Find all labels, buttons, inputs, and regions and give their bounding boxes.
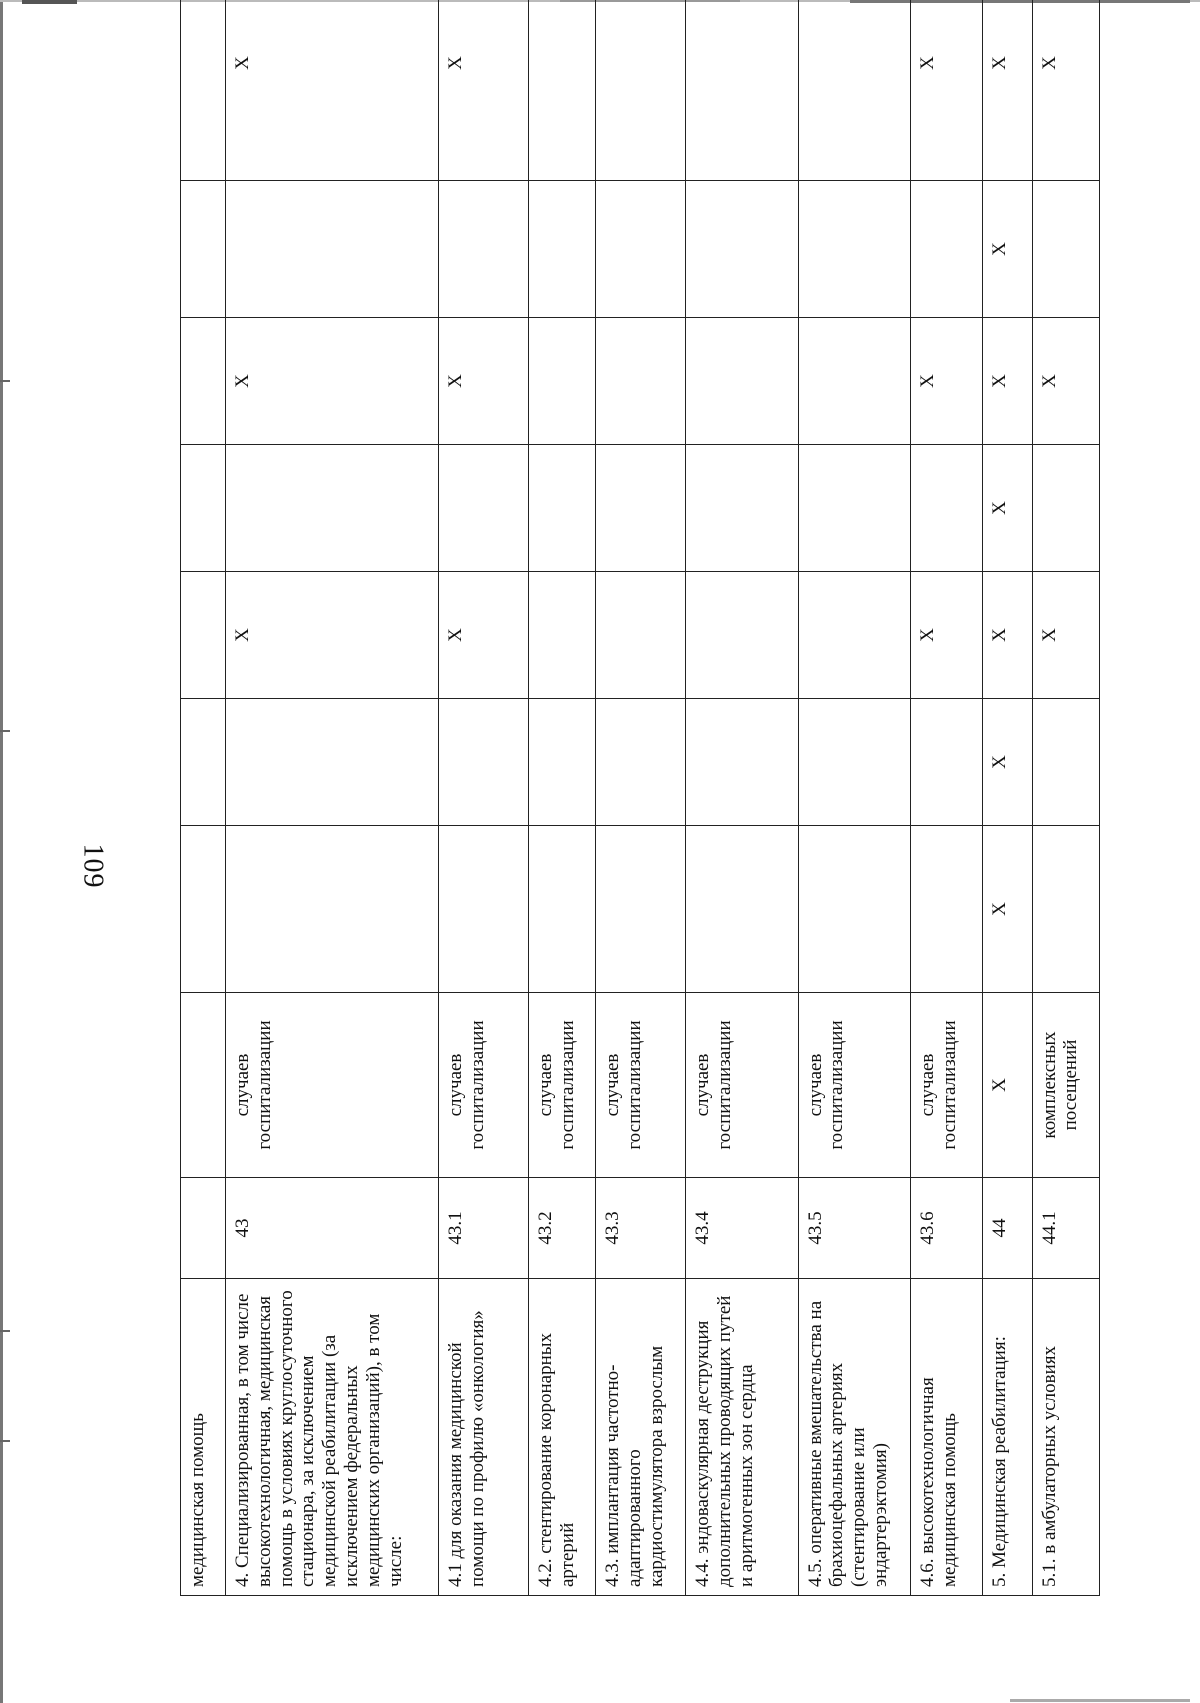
- value-cell: [798, 181, 911, 318]
- row-unit-cell: случаев госпитализации: [686, 993, 798, 1178]
- value-cell: [225, 826, 438, 993]
- value-cell: [596, 445, 686, 572]
- value-cell: [225, 181, 438, 318]
- row-number-cell: 44.1: [1032, 1178, 1099, 1279]
- table-row: [181, 0, 226, 1596]
- value-cell: [181, 318, 226, 445]
- value-cell: [529, 572, 596, 699]
- table-row: [983, 0, 1032, 1596]
- value-cell: Х: [439, 318, 529, 445]
- rotated-table-container: [180, 56, 1100, 1596]
- table-row: [596, 0, 686, 1596]
- value-cell: [181, 0, 226, 181]
- data-table: [180, 0, 1100, 1596]
- value-cell: [911, 699, 983, 826]
- value-cell: [798, 826, 911, 993]
- row-number-cell: 44: [983, 1178, 1032, 1279]
- value-cell: [596, 699, 686, 826]
- value-cell: Х: [983, 318, 1032, 445]
- value-cell: [529, 0, 596, 181]
- value-cell: [911, 445, 983, 572]
- row-unit-cell: случаев госпитализации: [529, 993, 596, 1178]
- row-number-cell: 43.1: [439, 1178, 529, 1279]
- row-unit-cell: [181, 993, 226, 1178]
- value-cell: [181, 572, 226, 699]
- value-cell: [596, 318, 686, 445]
- value-cell: Х: [983, 826, 1032, 993]
- table-row: [529, 0, 596, 1596]
- value-cell: [1032, 445, 1099, 572]
- value-cell: [181, 826, 226, 993]
- value-cell: Х: [1032, 318, 1099, 445]
- value-cell: Х: [983, 0, 1032, 181]
- value-cell: [529, 826, 596, 993]
- table-body: [181, 0, 1100, 1596]
- value-cell: [439, 826, 529, 993]
- value-cell: [529, 445, 596, 572]
- row-name-cell: 5.1. в амбулаторных условиях: [1032, 1279, 1099, 1596]
- value-cell: [798, 318, 911, 445]
- value-cell: Х: [225, 0, 438, 181]
- value-cell: [529, 318, 596, 445]
- value-cell: Х: [983, 699, 1032, 826]
- value-cell: Х: [439, 0, 529, 181]
- row-name-cell: 5. Медицинская реабилитация:: [983, 1279, 1032, 1596]
- page-number: 109: [77, 843, 109, 889]
- value-cell: [798, 699, 911, 826]
- value-cell: [911, 826, 983, 993]
- row-name-cell: 4.1 для оказания медицинской помощи по профилю «онкология»: [439, 1279, 529, 1596]
- row-number-cell: [181, 1178, 226, 1279]
- value-cell: Х: [1032, 572, 1099, 699]
- scan-edge-left: [0, 0, 3, 1703]
- table-row: [225, 0, 438, 1596]
- scan-mark: [0, 1330, 10, 1332]
- row-number-cell: 43.3: [596, 1178, 686, 1279]
- value-cell: [596, 572, 686, 699]
- row-number-cell: 43.2: [529, 1178, 596, 1279]
- table-row: [798, 0, 911, 1596]
- value-cell: [1032, 826, 1099, 993]
- value-cell: [686, 0, 798, 181]
- scan-mark: [0, 730, 10, 732]
- value-cell: Х: [439, 572, 529, 699]
- value-cell: [596, 826, 686, 993]
- value-cell: [798, 0, 911, 181]
- row-unit-cell: случаев госпитализации: [596, 993, 686, 1178]
- value-cell: [1032, 181, 1099, 318]
- value-cell: [181, 445, 226, 572]
- value-cell: Х: [983, 572, 1032, 699]
- table-row: [439, 0, 529, 1596]
- value-cell: [181, 699, 226, 826]
- value-cell: [439, 699, 529, 826]
- row-name-cell: 4.3. имплантация частотно-адаптированного кардиостимулятора взрослым: [596, 1279, 686, 1596]
- scan-mark: [22, 0, 77, 4]
- value-cell: Х: [911, 318, 983, 445]
- scan-mark: [0, 380, 10, 382]
- value-cell: [225, 699, 438, 826]
- row-name-cell: 4. Специализированная, в том числе высокотехнологичная, медицинская помощь в условиях круглосуточного стационара, за исключением медицинской реабилитации (за исключением федеральных медицинских организаций), в том числе:: [225, 1279, 438, 1596]
- scan-mark: [1010, 1699, 1190, 1702]
- row-unit-cell: случаев госпитализации: [225, 993, 438, 1178]
- value-cell: [686, 572, 798, 699]
- value-cell: [225, 445, 438, 572]
- row-unit-cell: случаев госпитализации: [439, 993, 529, 1178]
- row-name-cell: 4.5. оперативные вмешательства на брахиоцефальных артериях (стентирование или эндартерэктомия): [798, 1279, 911, 1596]
- row-unit-cell: комплексных посещений: [1032, 993, 1099, 1178]
- row-number-cell: 43.6: [911, 1178, 983, 1279]
- value-cell: [686, 181, 798, 318]
- value-cell: Х: [225, 572, 438, 699]
- value-cell: [439, 181, 529, 318]
- table-row: [1032, 0, 1099, 1596]
- value-cell: [686, 318, 798, 445]
- row-unit-cell: случаев госпитализации: [798, 993, 911, 1178]
- value-cell: [798, 445, 911, 572]
- value-cell: [181, 181, 226, 318]
- value-cell: [596, 0, 686, 181]
- value-cell: [439, 445, 529, 572]
- value-cell: [686, 699, 798, 826]
- value-cell: [529, 699, 596, 826]
- row-name-cell: медицинская помощь: [181, 1279, 226, 1596]
- value-cell: [596, 181, 686, 318]
- value-cell: [686, 445, 798, 572]
- value-cell: [686, 826, 798, 993]
- value-cell: Х: [983, 445, 1032, 572]
- table-row: [911, 0, 983, 1596]
- scan-mark: [0, 1440, 10, 1442]
- row-name-cell: 4.4. эндоваскулярная деструкция дополнительных проводящих путей и аритмогенных зон сердца: [686, 1279, 798, 1596]
- table-row: [686, 0, 798, 1596]
- value-cell: Х: [911, 572, 983, 699]
- value-cell: [1032, 699, 1099, 826]
- row-name-cell: 4.2. стентирование коронарных артерий: [529, 1279, 596, 1596]
- row-name-cell: 4.6. высокотехнологичная медицинская помощь: [911, 1279, 983, 1596]
- value-cell: Х: [225, 318, 438, 445]
- value-cell: Х: [911, 0, 983, 181]
- value-cell: Х: [983, 181, 1032, 318]
- row-number-cell: 43.4: [686, 1178, 798, 1279]
- value-cell: Х: [1032, 0, 1099, 181]
- row-unit-cell: случаев госпитализации: [911, 993, 983, 1178]
- value-cell: [529, 181, 596, 318]
- value-cell: [911, 181, 983, 318]
- row-unit-cell: Х: [983, 993, 1032, 1178]
- value-cell: [798, 572, 911, 699]
- row-number-cell: 43.5: [798, 1178, 911, 1279]
- row-number-cell: 43: [225, 1178, 438, 1279]
